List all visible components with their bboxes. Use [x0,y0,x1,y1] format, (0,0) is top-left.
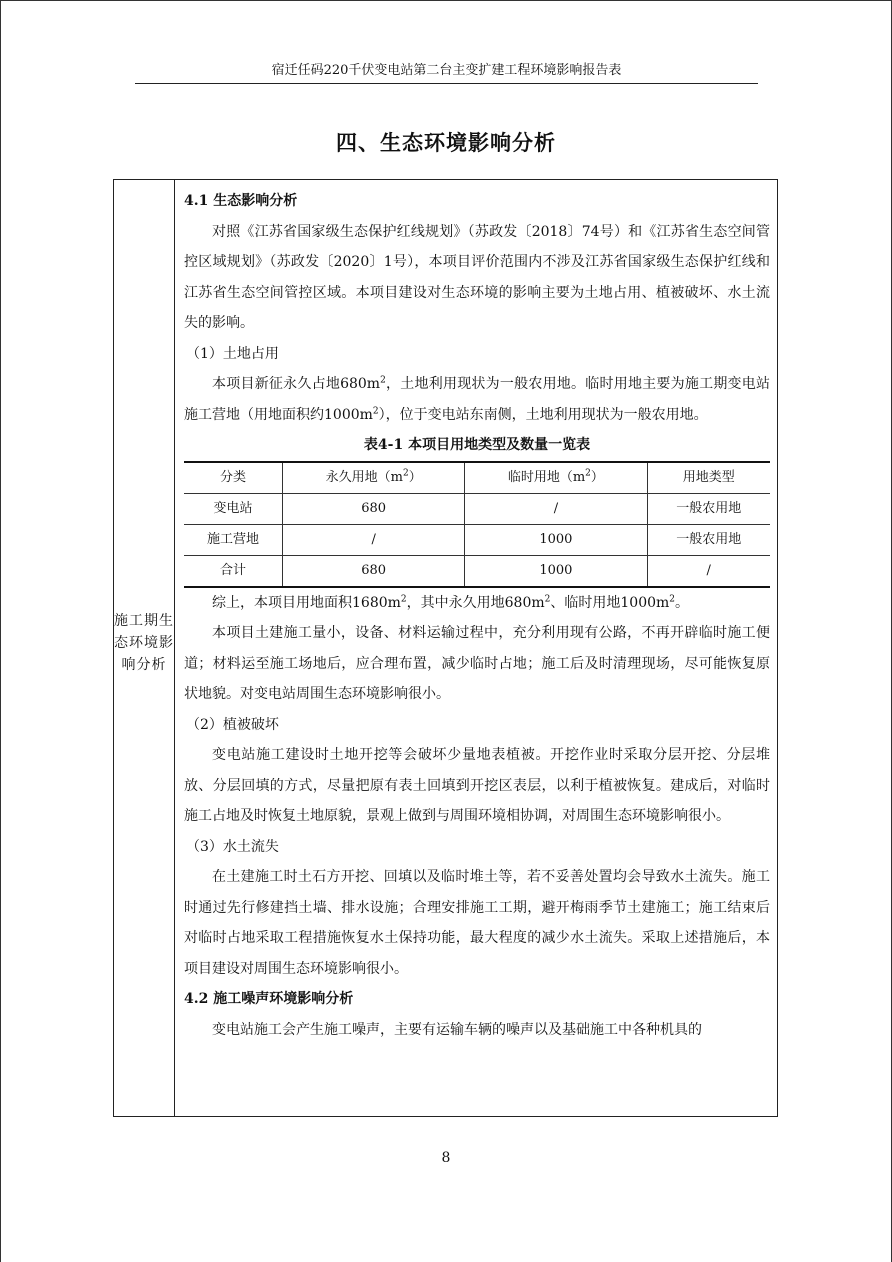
paragraph: 本项目土建施工量小，设备、材料运输过程中，充分利用现有公路，不再开辟临时施工便道；材料运至施工场地后，应合理布置，减少临时占地；施工后及时清理现场，尽可能恢复原状地貌。对变电站周围生态环境影响很小。 [184,625,770,702]
table-cell: 1000 [465,524,647,555]
content-frame [113,179,778,1117]
paragraph: 在土建施工时土石方开挖、回填以及临时堆土等，若不妥善处置均会导致水土流失。施工时通过先行修建挡土墙、排水设施；合理安排施工工期，避开梅雨季节土建施工；施工结束后对临时占地采取工程措施恢复水土保持功能，最大程度的减少水土流失。采取上述措施后，本项目建设对周围生态环境影响很小。 [184,869,770,977]
table-row [184,555,770,587]
table-cell: 一般农用地 [647,524,770,555]
page-border [0,0,892,1]
section-title: 四、生态环境影响分析 [336,130,556,155]
table-header-row [184,462,770,494]
column-header: 临时用地$(m^2)$ [465,462,647,494]
table-row [184,524,770,555]
table-cell: / [465,493,647,524]
table-cell: 一般农用地 [647,493,770,524]
subheading-vegetation: （2）植被破坏 [186,716,279,733]
table-cell: / [283,524,465,555]
page-number: 8 [441,1150,451,1166]
table-cell: 680 [283,555,465,587]
column-header: 分类 [184,462,283,494]
column-header: 永久用地$(m^2)$ [283,462,465,494]
table-caption: 表4-1 本项目用地类型及数量一览表 [363,437,591,453]
land-use-table [184,461,770,588]
header-rule [135,83,758,84]
page-border [0,0,1,1262]
heading-4-2: 4.2 施工噪声环境影响分析 [184,991,354,1007]
table-cell: 施工营地 [184,524,283,555]
subheading-soil-erosion: （3）水土流失 [186,838,279,855]
paragraph: 变电站施工建设时土地开挖等会破坏少量地表植被。开挖作业时采取分层开挖、分层堆放、分层回填的方式，尽量把原有表土回填到开挖区表层，以利于植被恢复。建成后，对临时施工占地及时恢复土地原貌，景观上做到与周围环境相协调，对周围生态环境影响很小。 [184,747,770,824]
table-cell: 680 [283,493,465,524]
table-cell: 变电站 [184,493,283,524]
heading-4-1: 4.1 生态影响分析 [184,193,298,209]
table-cell: / [647,555,770,587]
side-label: 施工期生态环境影响分析 [114,613,174,673]
paragraph: 对照《江苏省国家级生态保护红线规划》（苏政发〔2018〕74号）和《江苏省生态空间管控区域规划》（苏政发〔2020〕1号），本项目评价范围内不涉及江苏省国家级生态保护红线和江苏省生态空间管控区域。本项目建设对生态环境的影响主要为土地占用、植被破坏、水土流失的影响。 [184,223,770,331]
running-header: 宿迁任码220千伏变电站第二台主变扩建工程环境影响报告表 [271,63,622,78]
table-row [184,493,770,524]
table-cell: 1000 [465,555,647,587]
subheading-land-use: （1）土地占用 [186,345,279,362]
paragraph: 变电站施工会产生施工噪声，主要有运输车辆的噪声以及基础施工中各种机具的 [212,1021,702,1038]
paragraph: 本项目新征永久占地$680m^2$，土地利用现状为一般农用地。临时用地主要为施工期变电站施工营地（用地面积约$1000m^2$），位于变电站东南侧，土地利用现状为一般农用地。 [184,375,771,423]
content-body [184,186,770,1045]
frame-divider [174,180,175,1116]
table-cell: 合计 [184,555,283,587]
paragraph: 综上，本项目用地面积$1680m^2$，其中永久用地$680m^2$、临时用地$1000m^2$。 [212,593,690,611]
column-header: 用地类型 [647,462,770,494]
